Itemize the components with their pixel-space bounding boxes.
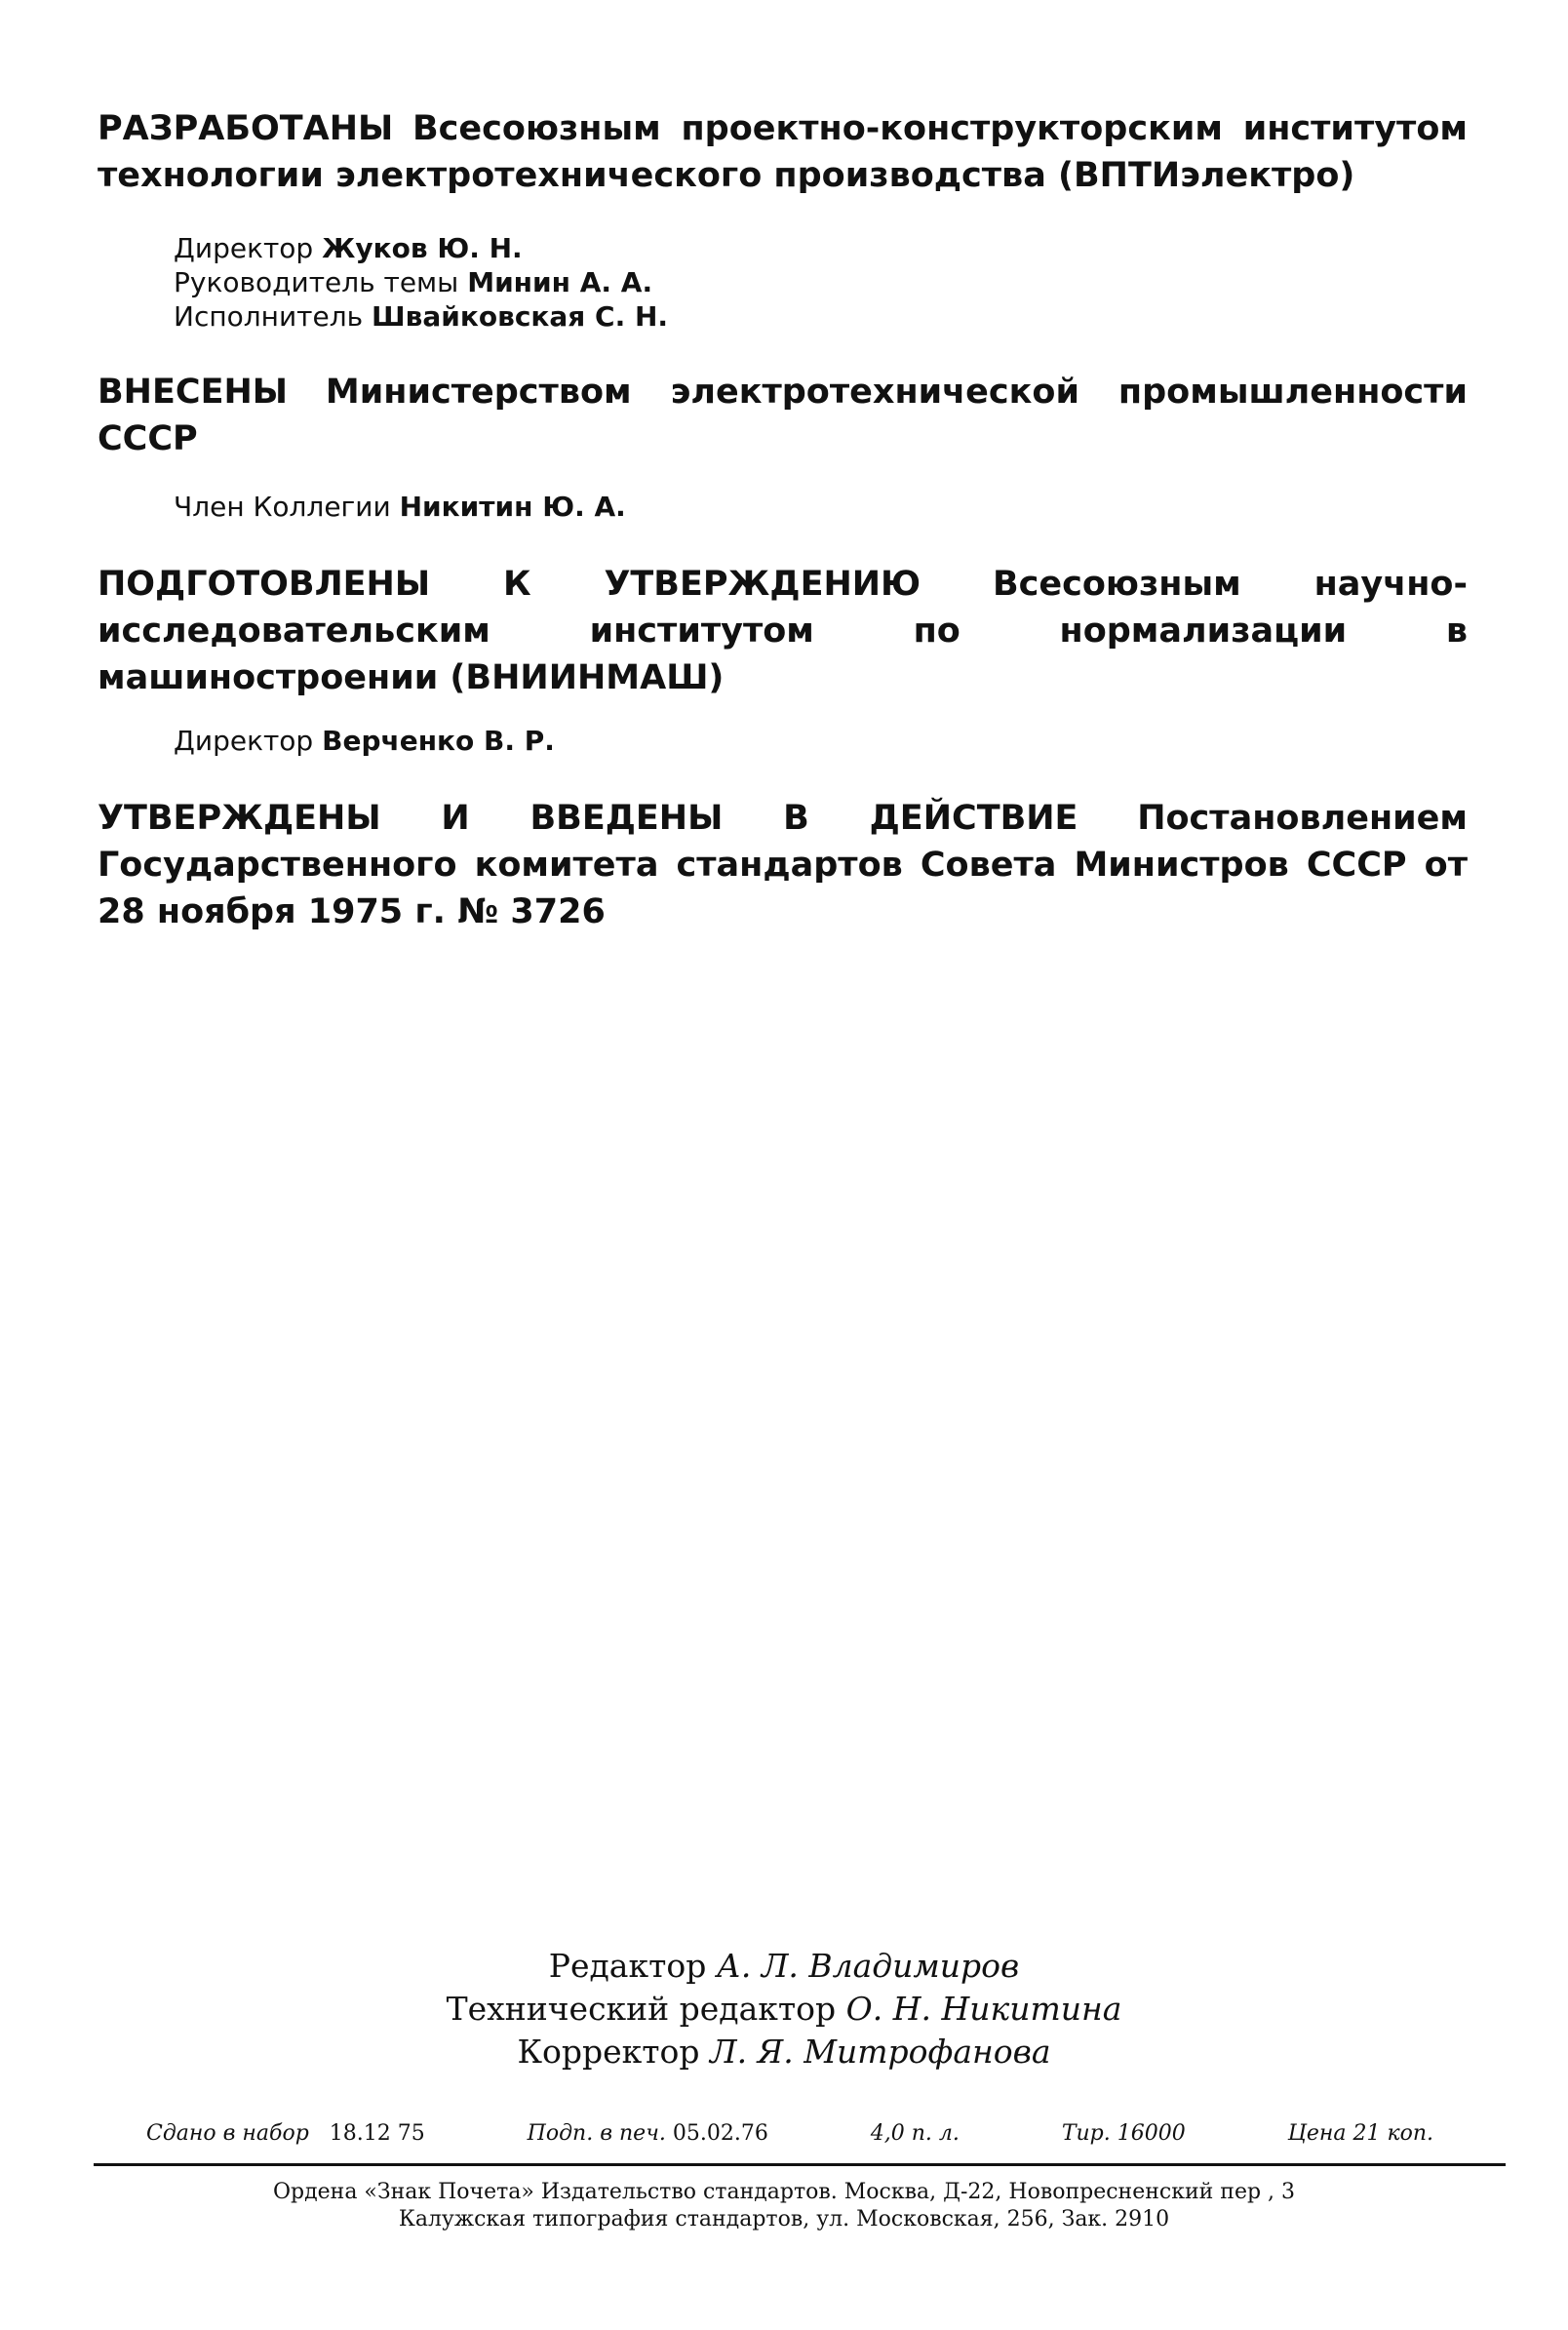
footer-printer: Калужская типография стандартов, ул. Московская, 256, Зак. 2910 (398, 2207, 1170, 2231)
person-name: Никитин Ю. А. (399, 491, 626, 523)
credit-tech-editor (0, 1988, 1568, 2031)
developed-paragraph (98, 105, 1468, 199)
person-role: Руководитель темы (174, 266, 459, 298)
credit-role: Корректор (517, 2033, 700, 2071)
person-role: Директор (174, 232, 314, 264)
prepared-text: Всесоюзным научно-исследовательским институтом по нормализации в машиностроении (ВНИИНМАШ) (98, 565, 1468, 697)
typeset-date: 18.12 75 (329, 2121, 425, 2146)
developed-lead: РАЗРАБОТАНЫ (98, 109, 394, 148)
imprint-sheets: 4,0 п. л. (870, 2121, 960, 2146)
footer-publisher: Ордена «Знак Почета» Издательство стандартов. Москва, Д-22, Новопресненский пер , 3 (272, 2180, 1296, 2204)
approved-lead: УТВЕРЖДЕНЫ И ВВЕДЕНЫ В ДЕЙСТВИЕ (98, 799, 1078, 838)
signed-label: Подп. в печ. (527, 2121, 666, 2146)
developed-section (98, 105, 1468, 199)
person-name: Минин А. А. (467, 266, 653, 298)
imprint-print-run: Тир. 16000 (1061, 2121, 1186, 2146)
person-name: Швайковская С. Н. (372, 300, 669, 333)
introduced-paragraph (98, 369, 1468, 462)
person-name: Верченко В. Р. (322, 725, 555, 757)
typeset-label: Сдано в набор (146, 2121, 309, 2146)
approved-paragraph (98, 795, 1468, 935)
credit-editor (0, 1945, 1568, 1988)
credit-name: О. Н. Никитина (845, 1990, 1122, 2028)
developed-person-2 (174, 265, 652, 299)
prepared-paragraph (98, 561, 1468, 701)
developed-text: Всесоюзным проектно-конструкторским институтом технологии электротехнического производства (ВПТИэлектро) (98, 109, 1468, 195)
credit-name: Л. Я. Митрофанова (710, 2033, 1051, 2071)
footer-divider (94, 2163, 1506, 2166)
introduced-text: Министерством электротехнической промышленности СССР (98, 373, 1468, 458)
person-role: Директор (174, 725, 314, 757)
introduced-section (98, 369, 1468, 462)
person-role: Член Коллегии (174, 491, 391, 523)
credit-role: Редактор (548, 1947, 707, 1985)
prepared-lead: ПОДГОТОВЛЕНЫ К УТВЕРЖДЕНИЮ (98, 565, 921, 604)
introduced-person-1 (174, 490, 626, 524)
credit-proofreader (0, 2031, 1568, 2073)
developed-person-3 (174, 299, 668, 334)
approved-section (98, 795, 1468, 935)
developed-person-1 (174, 231, 523, 265)
introduced-lead: ВНЕСЕНЫ (98, 373, 289, 412)
credit-role: Технический редактор (446, 1990, 837, 2028)
credit-name: А. Л. Владимиров (716, 1947, 1020, 1985)
approved-text: Постановлением Государственного комитета стандартов Совета Министров СССР от 28 ноября 1975 г. № 3726 (98, 799, 1468, 931)
imprint-typeset (146, 2121, 425, 2146)
person-role: Исполнитель (174, 300, 364, 333)
imprint-price: Цена 21 коп. (1287, 2121, 1433, 2146)
prepared-section (98, 561, 1468, 701)
prepared-person-1 (174, 724, 555, 758)
person-name: Жуков Ю. Н. (322, 232, 523, 264)
signed-date: 05.02.76 (672, 2121, 768, 2146)
imprint-line (146, 2121, 1433, 2146)
imprint-signed (528, 2121, 768, 2146)
